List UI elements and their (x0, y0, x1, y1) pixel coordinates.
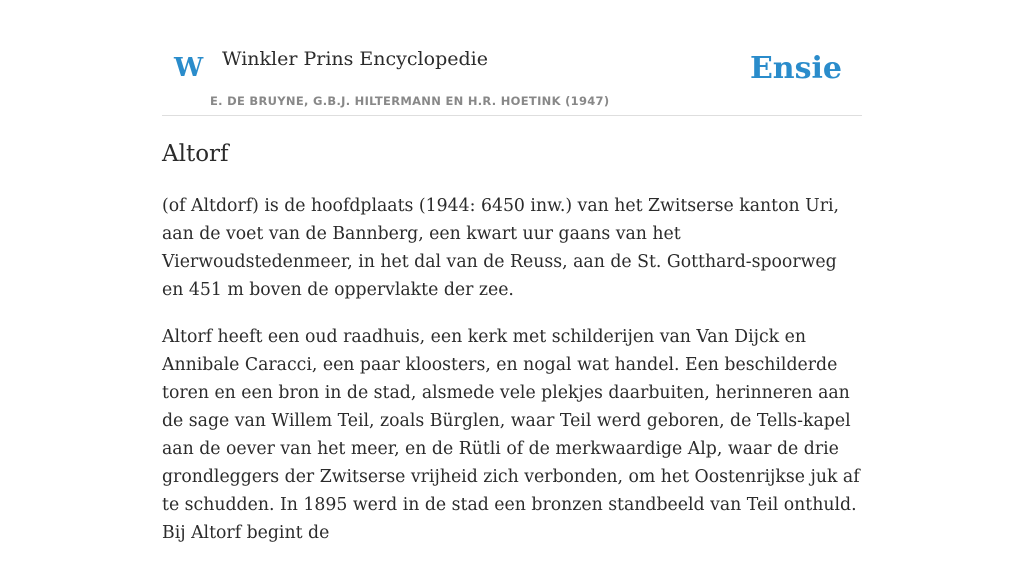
article-paragraph-1: (of Altdorf) is de hoofdplaats (1944: 6450 inw.) van het Zwitserse kanton Uri, aan de voet van de Bannberg, een kwart uur gaans van het Vierwoudstedenmeer, in het dal van de Reuss, aan de St. Gotthard-spoorweg en 451 m boven de oppervlakte der zee. (162, 196, 839, 300)
article-title: Altorf (162, 141, 229, 167)
page (162, 0, 862, 543)
book-title[interactable]: Winkler Prins Encyclopedie (222, 48, 488, 70)
encyclopedia-logo[interactable]: W (174, 53, 204, 83)
article-body (162, 192, 862, 566)
header (162, 0, 862, 116)
ensie-logo[interactable]: Ensie (749, 51, 842, 86)
authors-byline: E. DE BRUYNE, G.B.J. HILTERMANN EN H.R. HOETINK (1947) (210, 94, 610, 108)
article-paragraph-2: Altorf heeft een oud raadhuis, een kerk met schilderijen van Van Dijck en Annibale Caracci, een paar kloosters, en nogal wat handel. Een beschilderde toren en een bron in de stad, alsmede vele plekjes daarbuiten, herinneren aan de sage van Willem Teil, zoals Bürglen, waar Teil werd geboren, de Tells-kapel aan de oever van het meer, en de Rütli of de merkwaardige Alp, waar de drie grondleggers der Zwitserse vrijheid zich verbonden, om het Oostenrijkse juk af te schudden. In 1895 werd in de stad een bronzen standbeeld van Teil onthuld. Bij Altorf begint de (162, 327, 860, 543)
